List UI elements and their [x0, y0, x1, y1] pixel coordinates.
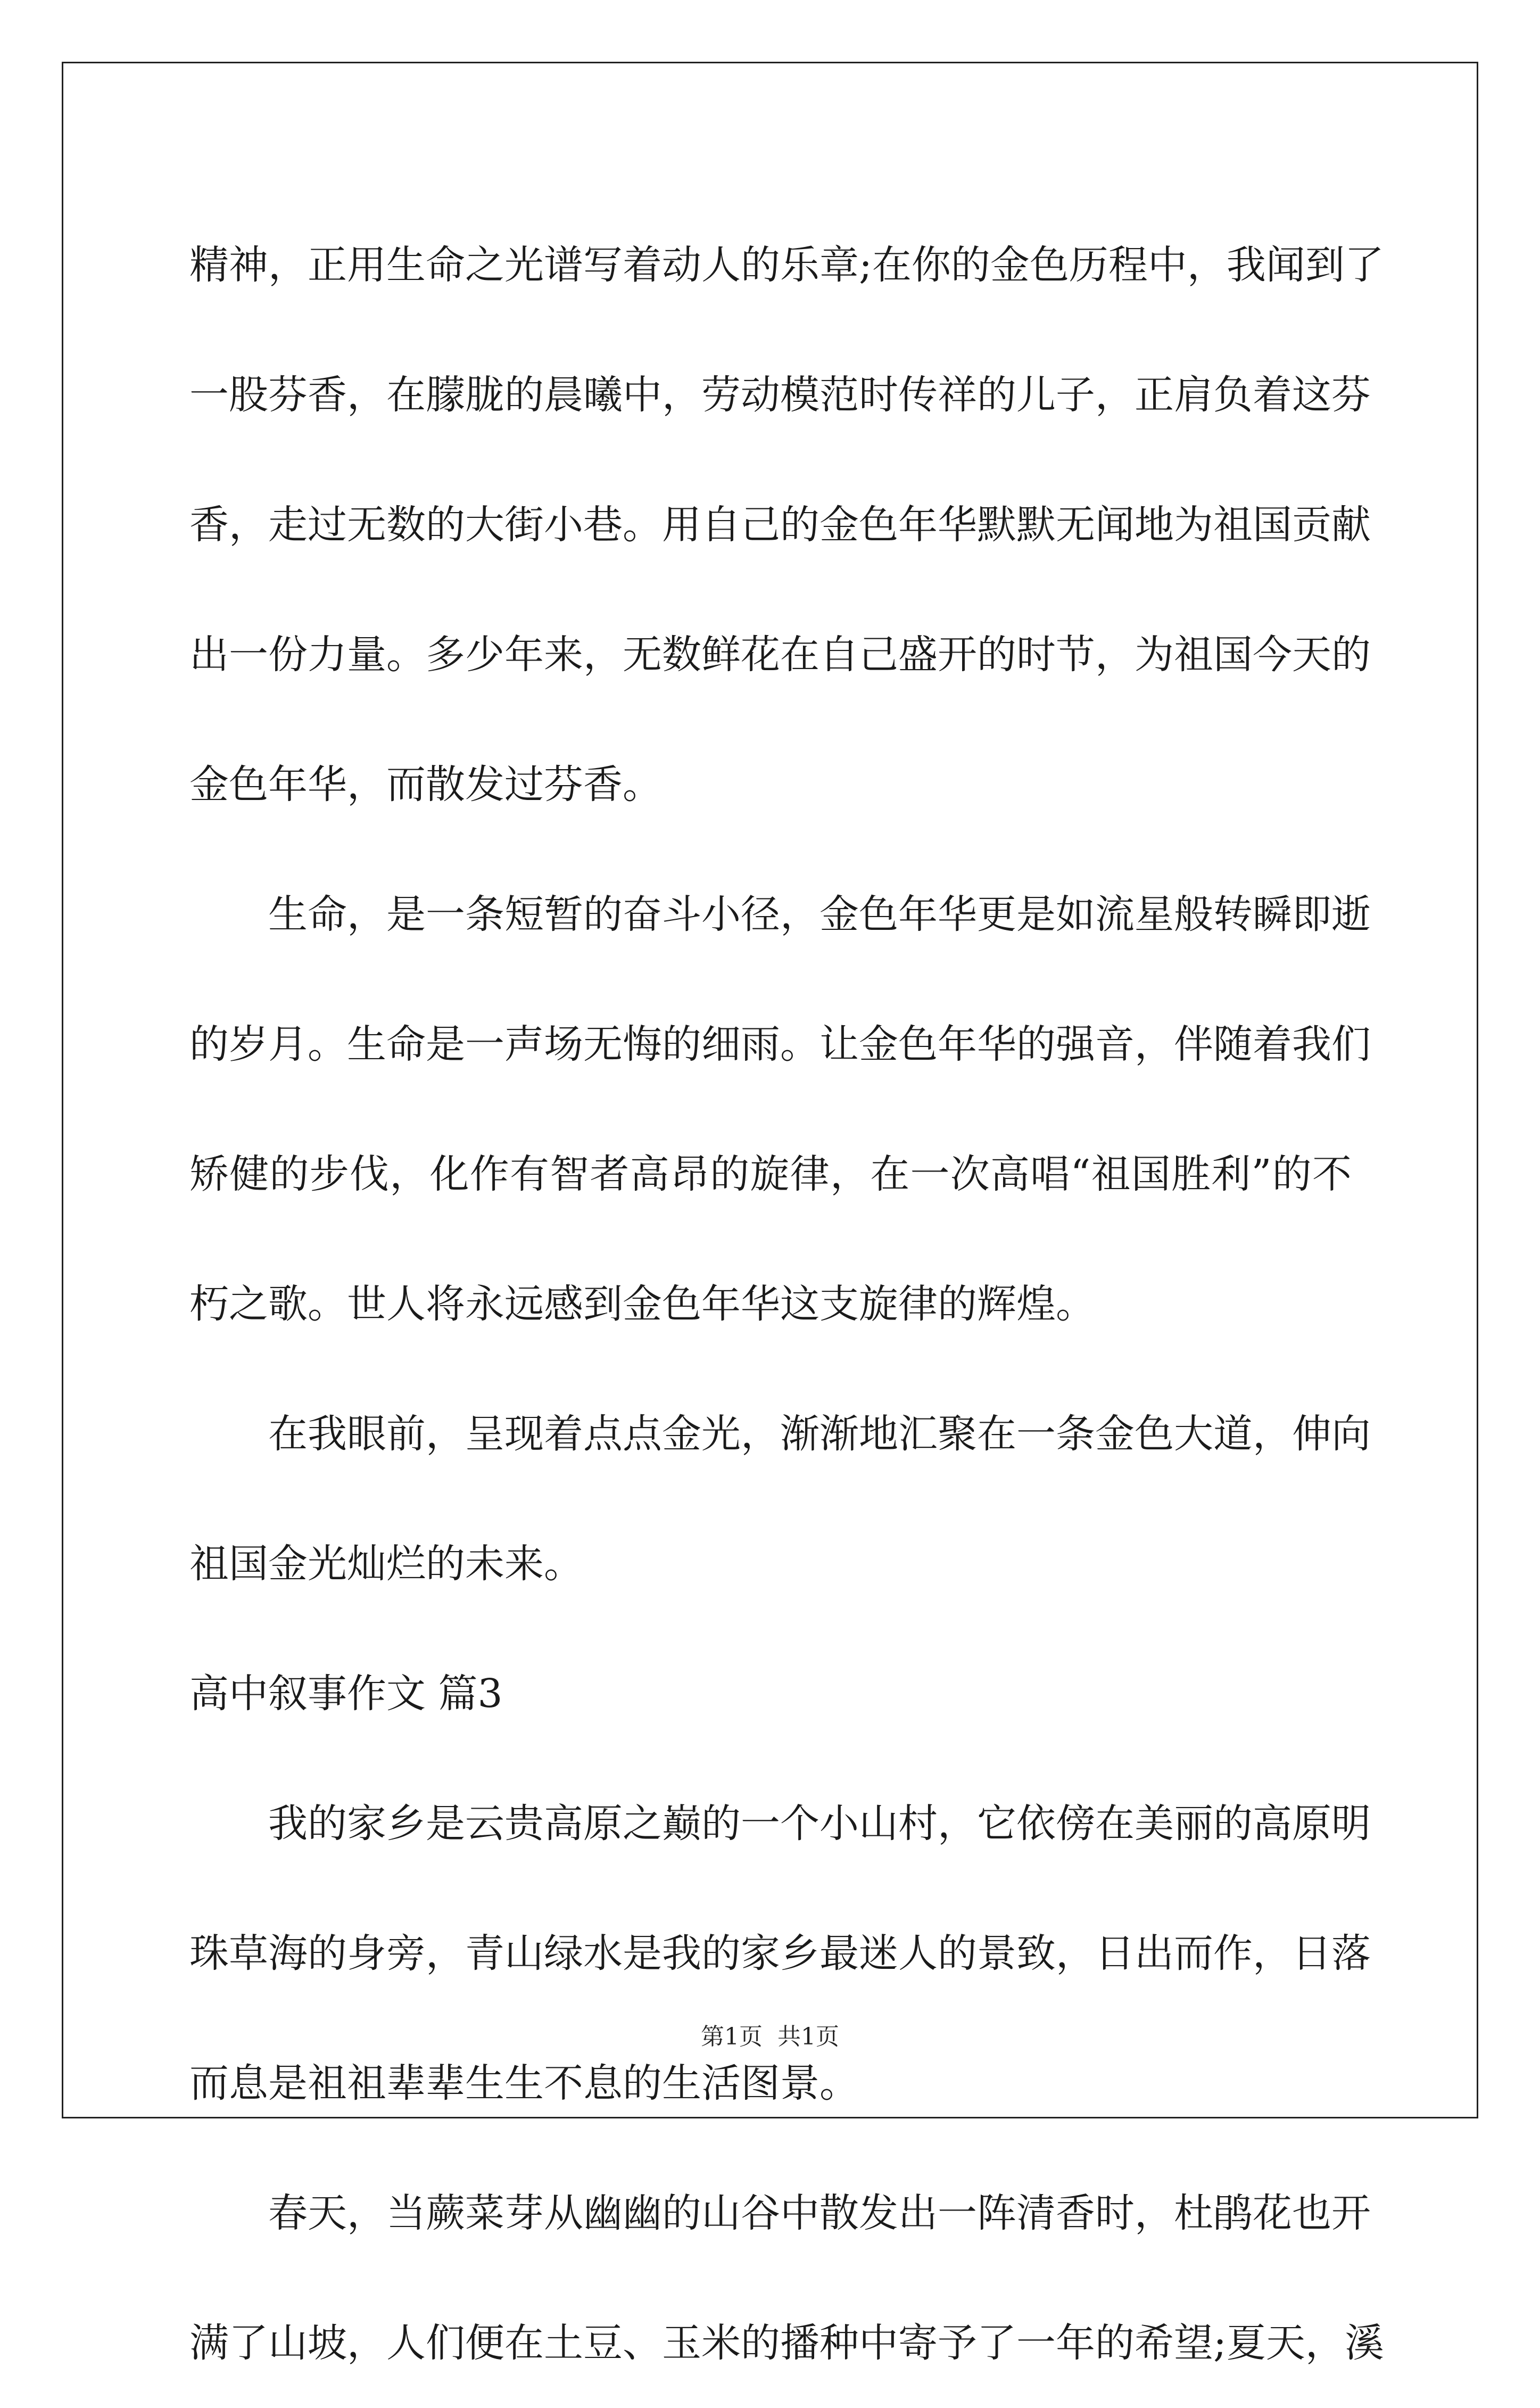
paragraph-first-line: 生命，是一条短暂的奋斗小径，金色年华更是如流星般转瞬即逝: [268, 892, 1371, 937]
paragraph-first-line: 我的家乡是云贵高原之巅的一个小山村，它依傍在美丽的高原明: [268, 1801, 1371, 1846]
page-number: 第1页: [701, 2023, 763, 2050]
paragraph-first-line: 春天，当蕨菜芽从幽幽的山谷中散发出一阵清香时，杜鹃花也开: [268, 2190, 1371, 2236]
text-line: 矫健的步伐，化作有智者高昂的旋律，在一次高唱“祖国胜利”的不: [189, 1151, 1352, 1197]
text-line: 金色年华，而散发过芬香。: [189, 762, 662, 807]
text-line: 珠草海的身旁，青山绿水是我的家乡最迷人的景致，日出而作，日落: [189, 1931, 1371, 1976]
text-line: 而息是祖祖辈辈生生不息的生活图景。: [189, 2060, 859, 2106]
text-line: 一股芬香，在朦胧的晨曦中，劳动模范时传祥的儿子，正肩负着这芬: [189, 372, 1371, 418]
text-line: 满了山坡，人们便在土豆、玉米的播种中寄予了一年的希望;夏天，溪: [189, 2320, 1384, 2366]
text-line: 祖国金光灿烂的未来。: [189, 1541, 583, 1587]
text-line: 精神，正用生命之光谱写着动人的乐章;在你的金色历程中，我闻到了: [189, 242, 1384, 288]
text-line: 朽之歌。世人将永远感到金色年华这支旋律的辉煌。: [189, 1281, 1095, 1327]
text-line: 香，走过无数的大街小巷。用自己的金色年华默默无闻地为祖国贡献: [189, 502, 1371, 548]
page-footer: [0, 2017, 1540, 2051]
paragraph-first-line: 在我眼前，呈现着点点金光，渐渐地汇聚在一条金色大道，伸向: [268, 1411, 1371, 1457]
document-body: [189, 200, 1384, 2408]
section-heading: 高中叙事作文 篇3: [189, 1671, 503, 1717]
page-total: 共1页: [777, 2023, 839, 2050]
text-line: 的岁月。生命是一声场无悔的细雨。让金色年华的强音，伴随着我们: [189, 1021, 1371, 1067]
text-line: 出一份力量。多少年来，无数鲜花在自己盛开的时节，为祖国今天的: [189, 632, 1371, 678]
